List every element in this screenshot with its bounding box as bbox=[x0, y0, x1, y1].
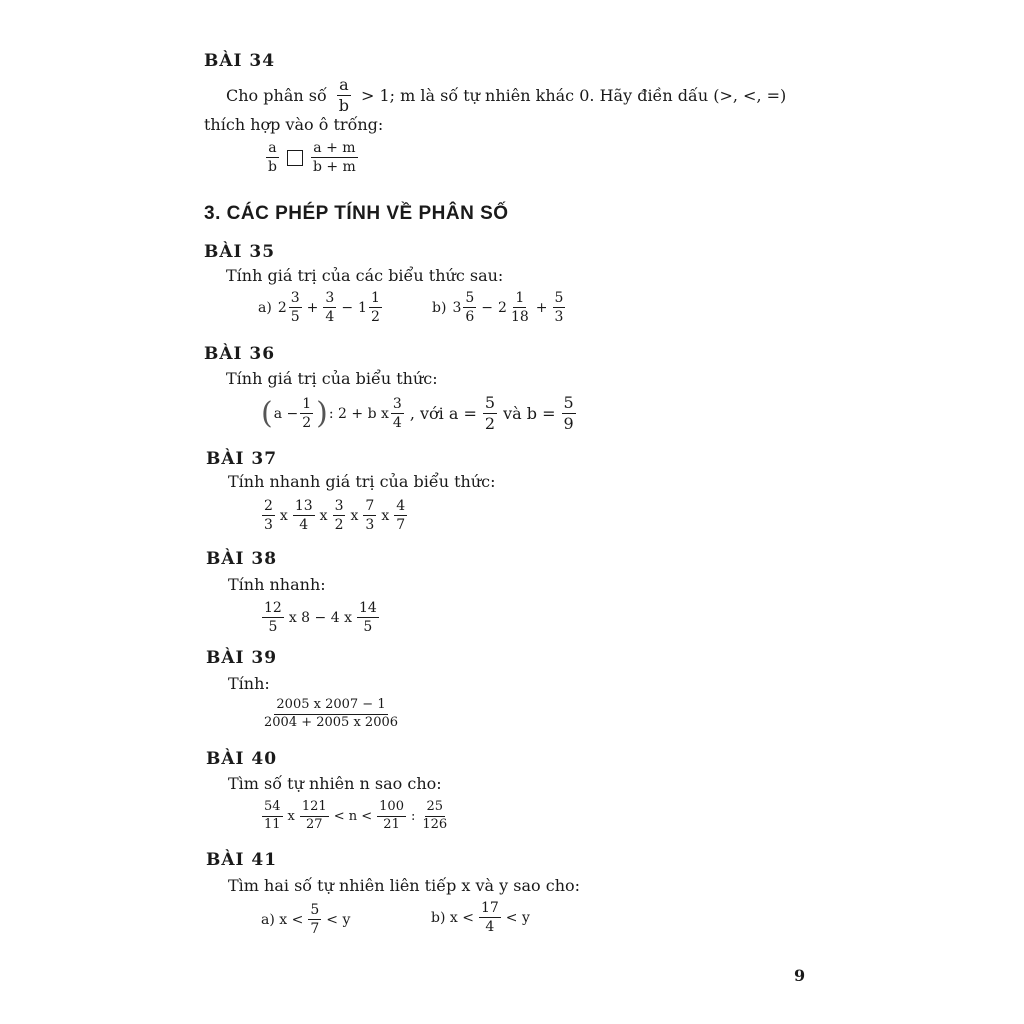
bai41-b-end: < y bbox=[505, 909, 530, 926]
bai35-a-op2: − bbox=[341, 299, 354, 316]
bai40-prompt: Tìm số tự nhiên n sao cho: bbox=[228, 774, 442, 793]
bai36-b-value bbox=[562, 394, 576, 434]
bai36-f2-den: 4 bbox=[392, 415, 402, 432]
bai37-t5-num: 4 bbox=[394, 498, 407, 516]
bai38-f2-num: 14 bbox=[357, 600, 379, 618]
bai38-expression bbox=[260, 600, 381, 635]
bai35-a-t3-num: 1 bbox=[369, 290, 382, 308]
bai40-op1: x bbox=[287, 808, 295, 824]
bai34-left-fraction bbox=[266, 140, 279, 175]
bai39-prompt: Tính: bbox=[228, 674, 270, 693]
bai36-a-minus: a − bbox=[273, 405, 299, 422]
bai37-op-2: x bbox=[319, 507, 328, 524]
bai35-b-t1-frac bbox=[463, 290, 476, 325]
bai35-b-t2-num: 1 bbox=[513, 290, 526, 308]
bai35-b-op2: + bbox=[535, 299, 548, 316]
bai41-b-den: 4 bbox=[485, 919, 495, 936]
bai36-prompt: Tính giá trị của biểu thức: bbox=[226, 369, 438, 388]
bai40-title: BÀI 40 bbox=[206, 749, 278, 769]
bai35-part-b bbox=[432, 290, 567, 325]
bai36-f1 bbox=[300, 396, 313, 431]
bai37-title: BÀI 37 bbox=[206, 449, 278, 469]
bai40-f1 bbox=[262, 800, 283, 833]
bai37-op-1: x bbox=[279, 507, 288, 524]
bai37-t2-den: 4 bbox=[299, 517, 309, 534]
bai38-f1-num: 12 bbox=[262, 600, 284, 618]
bai35-b-t1-num: 5 bbox=[463, 290, 476, 308]
bai38-f2-den: 5 bbox=[363, 619, 373, 636]
bai40-f2-den: 27 bbox=[306, 816, 323, 832]
bai34-right-fraction bbox=[311, 140, 358, 175]
bai36-expression bbox=[260, 394, 578, 434]
bai41-a-label: a) x < bbox=[261, 911, 304, 928]
bai35-prompt: Tính giá trị của các biểu thức sau: bbox=[226, 266, 504, 285]
bai39-num: 2005 x 2007 − 1 bbox=[274, 698, 387, 715]
bai40-f4 bbox=[420, 800, 449, 833]
bai35-b-t1-den: 6 bbox=[465, 309, 475, 326]
bai35-b-t2-den: 18 bbox=[510, 309, 529, 326]
bai40-mid: < n < bbox=[333, 808, 373, 824]
bai37-op-4: x bbox=[381, 507, 390, 524]
bai39-den: 2004 + 2005 x 2006 bbox=[264, 714, 399, 730]
bai36-a-num: 5 bbox=[483, 394, 497, 414]
bai34-frac-num: a bbox=[337, 76, 351, 96]
bai35-part-a bbox=[258, 290, 384, 325]
bai37-term-2 bbox=[293, 498, 315, 533]
bai35-b-t2-frac bbox=[509, 290, 531, 325]
bai34-text-before: Cho phân số bbox=[226, 86, 327, 106]
bai41-title: BÀI 41 bbox=[206, 850, 278, 870]
bai37-t5-den: 7 bbox=[396, 517, 406, 534]
bai41-a-den: 7 bbox=[310, 921, 320, 938]
bai34-left-den: b bbox=[268, 159, 277, 176]
bai35-b-op1: − bbox=[481, 299, 494, 316]
bai36-b-num: 5 bbox=[562, 394, 576, 414]
bai35-a-t1-frac bbox=[289, 290, 302, 325]
bai37-t1-den: 3 bbox=[264, 517, 273, 534]
bai36-f1-den: 2 bbox=[302, 415, 312, 432]
bai36-f2-num: 3 bbox=[391, 396, 404, 414]
bai37-t4-num: 7 bbox=[363, 498, 376, 516]
bai35-a-t3-int: 1 bbox=[358, 299, 367, 316]
bai34-expression bbox=[264, 140, 360, 175]
bai37-prompt: Tính nhanh giá trị của biểu thức: bbox=[228, 472, 496, 491]
bai40-f2 bbox=[300, 800, 329, 833]
bai36-with-a: , với a = bbox=[409, 404, 477, 424]
bai37-t3-num: 3 bbox=[333, 498, 346, 516]
bai38-prompt: Tính nhanh: bbox=[228, 575, 326, 594]
bai40-f3-den: 21 bbox=[383, 816, 400, 832]
bai35-a-t2-den: 4 bbox=[325, 309, 335, 326]
bai40-f4-den: 126 bbox=[422, 816, 448, 832]
answer-box bbox=[287, 150, 303, 166]
bai35-b-t3-den: 3 bbox=[554, 309, 564, 326]
bai36-and-b: và b = bbox=[503, 404, 556, 424]
bai34-right-num: a + m bbox=[311, 140, 357, 158]
bai36-f1-num: 1 bbox=[300, 396, 313, 414]
bai35-a-label: a) bbox=[258, 299, 272, 316]
bai34-right-den: b + m bbox=[312, 159, 356, 176]
bai39-expression bbox=[260, 698, 402, 731]
bai35-a-t1-den: 5 bbox=[290, 309, 300, 326]
bai36-paren-close: ) bbox=[316, 395, 328, 431]
bai35-a-t2-frac bbox=[323, 290, 336, 325]
bai34-line2: thích hợp vào ô trống: bbox=[204, 115, 384, 134]
bai34-left-num: a bbox=[266, 140, 278, 158]
bai40-f1-num: 54 bbox=[262, 800, 283, 817]
bai37-expression bbox=[260, 498, 409, 533]
bai35-b-label: b) bbox=[432, 299, 447, 316]
bai37-term-1 bbox=[262, 498, 275, 533]
bai36-mid: : 2 + b x bbox=[328, 405, 389, 422]
bai40-f2-num: 121 bbox=[300, 800, 329, 817]
bai34-frac-den: b bbox=[338, 96, 349, 116]
bai41-part-b bbox=[428, 900, 533, 935]
bai35-b-t1-int: 3 bbox=[452, 299, 462, 316]
page-number: 9 bbox=[794, 966, 806, 985]
bai35-a-t1-int: 2 bbox=[277, 299, 287, 316]
section-title: 3. CÁC PHÉP TÍNH VỀ PHÂN SỐ bbox=[204, 203, 509, 224]
bai35-a-t2-num: 3 bbox=[323, 290, 336, 308]
bai37-t2-num: 13 bbox=[293, 498, 315, 516]
bai41-a-end: < y bbox=[326, 911, 351, 928]
bai35-a-t3-den: 2 bbox=[370, 309, 380, 326]
bai41-b-frac bbox=[479, 900, 501, 935]
bai35-a-t1-num: 3 bbox=[289, 290, 302, 308]
bai38-title: BÀI 38 bbox=[206, 549, 278, 569]
bai34-title: BÀI 34 bbox=[204, 51, 276, 71]
bai35-b-t3-frac bbox=[553, 290, 566, 325]
bai37-t4-den: 3 bbox=[365, 517, 375, 534]
bai37-op-3: x bbox=[350, 507, 359, 524]
bai36-paren-open: ( bbox=[261, 395, 273, 431]
bai38-mid: x 8 − 4 x bbox=[288, 609, 352, 626]
bai35-b-t3-num: 5 bbox=[553, 290, 566, 308]
bai40-f1-den: 11 bbox=[264, 816, 281, 832]
bai37-term-3 bbox=[333, 498, 346, 533]
bai37-term-4 bbox=[363, 498, 376, 533]
bai38-f1-den: 5 bbox=[268, 619, 278, 636]
bai37-t3-den: 2 bbox=[334, 517, 344, 534]
bai41-a-frac bbox=[308, 902, 321, 937]
bai35-b-t2-int: 2 bbox=[498, 299, 507, 316]
bai35-title: BÀI 35 bbox=[204, 242, 276, 262]
bai40-f3 bbox=[377, 800, 406, 833]
bai40-f4-num: 25 bbox=[425, 800, 446, 817]
bai39-fraction bbox=[262, 698, 400, 731]
bai36-a-den: 2 bbox=[484, 414, 496, 434]
bai36-b-den: 9 bbox=[563, 414, 574, 434]
bai41-b-label: b) x < bbox=[431, 909, 474, 926]
bai34-fraction-ab bbox=[337, 76, 351, 116]
bai38-f2 bbox=[357, 600, 379, 635]
bai38-f1 bbox=[262, 600, 284, 635]
bai36-f2 bbox=[391, 396, 404, 431]
bai40-f3-num: 100 bbox=[377, 800, 406, 817]
bai36-title: BÀI 36 bbox=[204, 344, 276, 364]
bai39-title: BÀI 39 bbox=[206, 648, 278, 668]
bai34-text-after: > 1; m là số tự nhiên khác 0. Hãy điền dấu (>, <, =) bbox=[361, 86, 787, 106]
bai41-part-a bbox=[258, 902, 353, 937]
bai40-op2: : bbox=[410, 808, 416, 824]
bai37-t1-num: 2 bbox=[262, 498, 275, 516]
bai41-a-num: 5 bbox=[308, 902, 321, 920]
bai41-b-num: 17 bbox=[479, 900, 501, 918]
bai35-a-op1: + bbox=[306, 299, 319, 316]
bai35-a-t3-frac bbox=[369, 290, 382, 325]
bai36-a-value bbox=[483, 394, 497, 434]
bai40-expression bbox=[260, 800, 451, 833]
bai41-prompt: Tìm hai số tự nhiên liên tiếp x và y sao cho: bbox=[228, 876, 581, 895]
bai34-line1 bbox=[226, 76, 786, 116]
bai37-term-5 bbox=[394, 498, 407, 533]
